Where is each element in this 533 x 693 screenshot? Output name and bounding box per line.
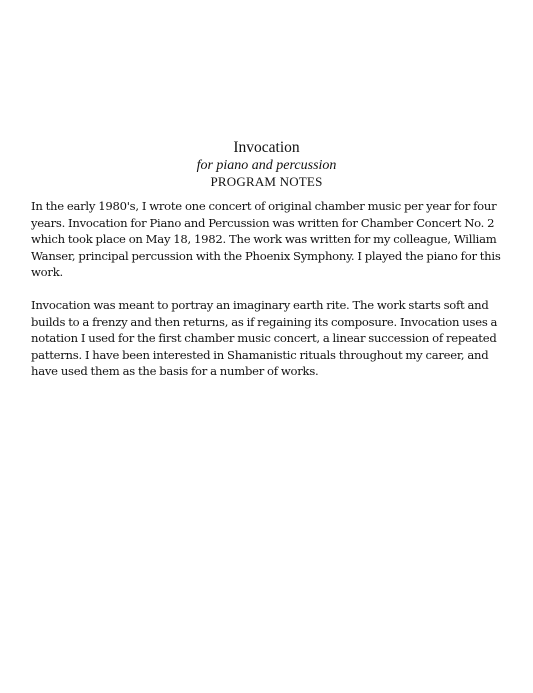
- program-notes-body: [31, 198, 511, 396]
- paragraph-1: In the early 1980's, I wrote one concert of original chamber music per year for four years. Invocation for Piano and Percussion was written for Chamber Concert No. 2 which took place on May 18, 1982. The work was written for my colleague, William Wanser, principal percussion with the Phoenix Symphony. I played the piano for this work.: [31, 199, 501, 280]
- paragraph-2: Invocation was meant to portray an imaginary earth rite. The work starts soft and builds to a frenzy and then returns, as if regaining its composure. Invocation uses a notation I used for the first chamber music concert, a linear succession of repeated patterns. I have been interested in Shamanistic rituals throughout my career, and have used them as the basis for a number of works.: [31, 297, 498, 379]
- document-header: [0, 138, 533, 190]
- document-subtitle: for piano and percussion: [196, 158, 337, 173]
- document-title: Invocation: [233, 139, 300, 156]
- program-notes-label: PROGRAM NOTES: [210, 174, 323, 189]
